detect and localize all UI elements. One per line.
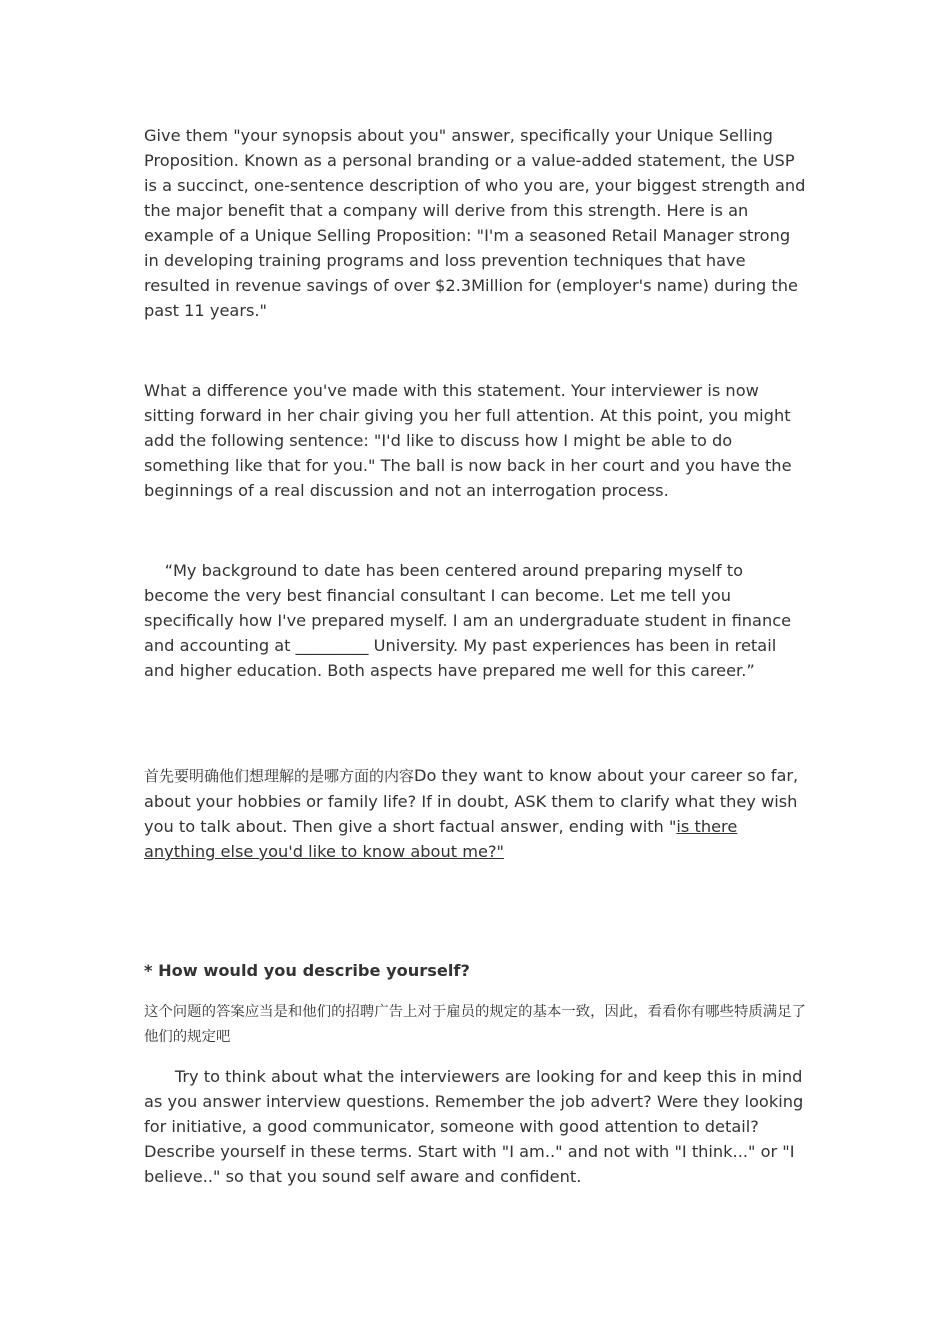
- statement-difference-paragraph: What a difference you've made with this statement. Your interviewer is now sitting forward in her chair giving you her full attention. At this point, you might add the following sentence: "I'd like to discuss how I might be able to do something like that for you." The ball is now back in her court and you have the beginnings of a real discussion and not an interrogation process.: [144, 381, 792, 500]
- background-quote-paragraph: “My background to date has been centered around preparing myself to become the very best financial consultant I can become. Let me tell you specifically how I've prepared myself. I am an undergraduate student in finance and accounting at _________ University. My past experiences has been in retail and higher education. Both aspects have prepared me well for this career.”: [144, 561, 792, 680]
- clarify-cjk-text: 首先要明确他们想理解的是哪方面的内容: [144, 767, 415, 785]
- clarify-question-paragraph: [144, 763, 809, 864]
- clarify-english-text: Do they want to know about your career so far, about your hobbies or family life? If in doubt, ASK them to clarify what they wish you to talk about. Then give a short factual answer, ending with ": [144, 766, 799, 836]
- describe-yourself-heading: * How would you describe yourself?: [144, 961, 470, 980]
- usp-paragraph: Give them "your synopsis about you" answer, specifically your Unique Selling Proposition. Known as a personal branding or a value-added statement, the USP is a succinct, one-sentence description of who you are, your biggest strength and the major benefit that a company will derive from this strength. Here is an example of a Unique Selling Proposition: "I'm a seasoned Retail Manager strong in developing training programs and loss prevention techniques that have resulted in revenue savings of over $2.3Million for (employer's name) during the past 11 years.": [144, 126, 806, 320]
- anything-else-link[interactable]: is there anything else you'd like to know about me?": [144, 817, 738, 861]
- describe-terms-paragraph: Try to think about what the interviewers are looking for and keep this in mind as you answer interview questions. Remember the job advert? Were they looking for initiative, a good communicator, someone with good attention to detail? Describe yourself in these terms. Start with "I am.." and not with "I think..." or "I believe.." so that you sound self aware and confident.: [144, 1067, 804, 1186]
- job-advert-cjk-paragraph: 这个问题的答案应当是和他们的招聘广告上对于雇员的规定的基本一致，因此，看看你有哪些特质满足了他们的规定吧: [144, 1004, 806, 1045]
